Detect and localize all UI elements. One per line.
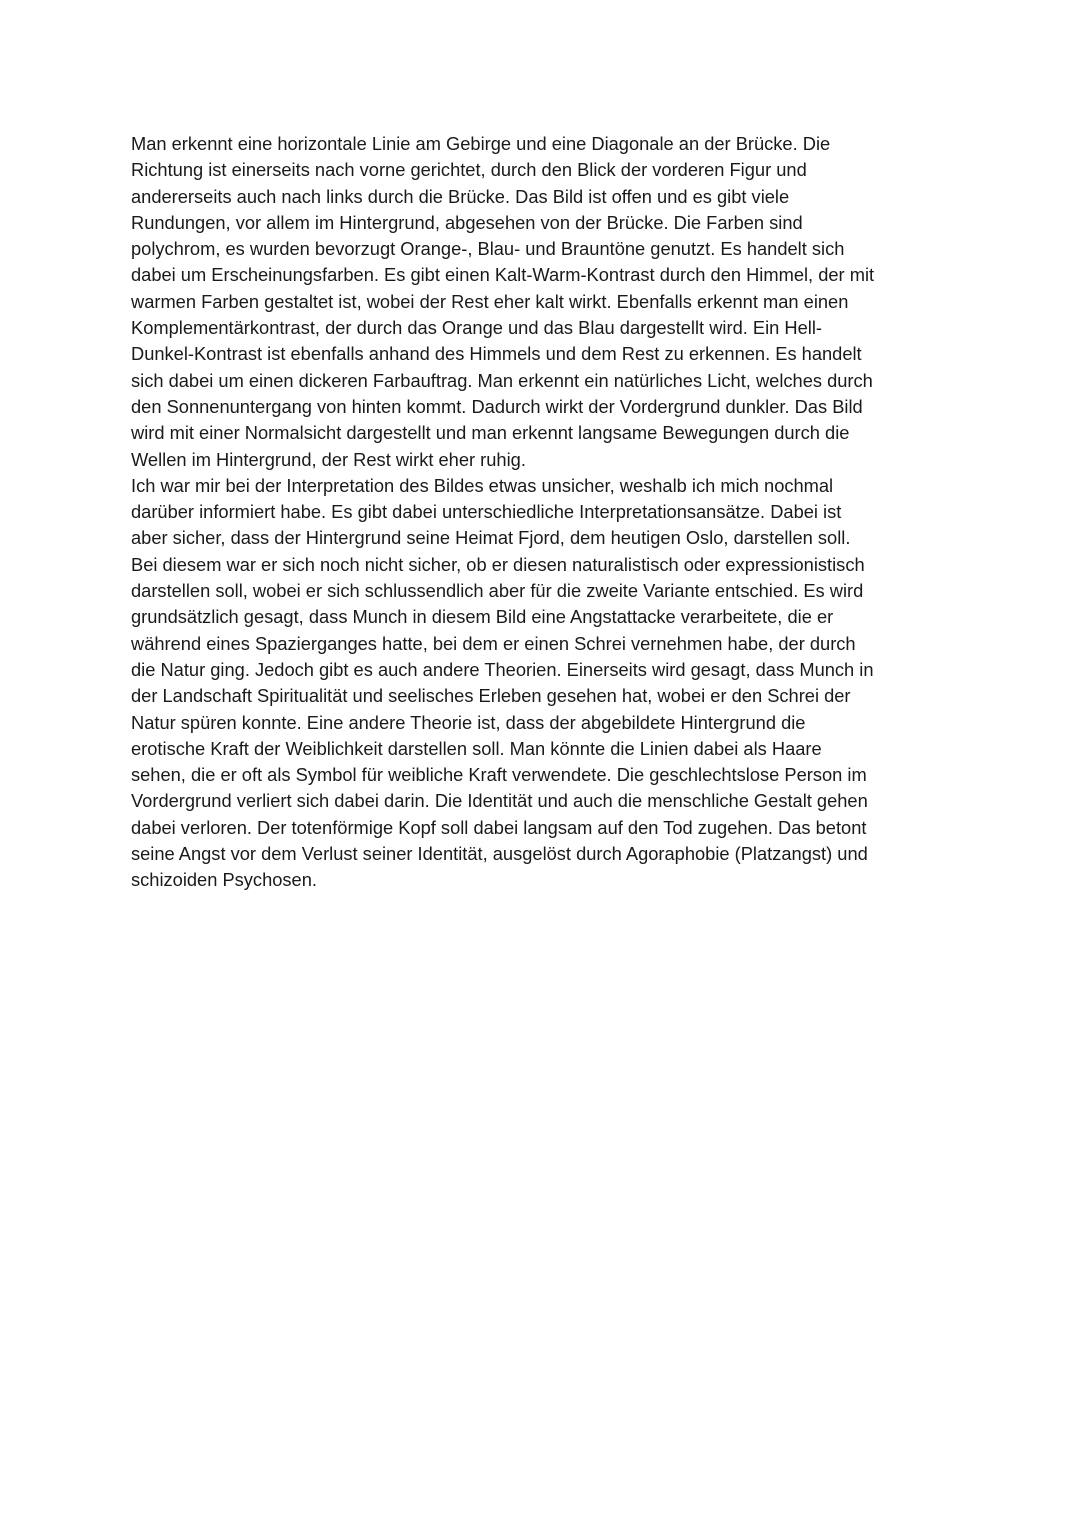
text-line: erotische Kraft der Weiblichkeit darstellen soll. Man könnte die Linien dabei als Haare <box>131 737 822 759</box>
text-line: Richtung ist einerseits nach vorne gerichtet, durch den Blick der vorderen Figur und <box>131 159 807 181</box>
text-line: Komplementärkontrast, der durch das Orange und das Blau dargestellt wird. Ein Hell- <box>131 317 822 339</box>
text-line: seine Angst vor dem Verlust seiner Identität, ausgelöst durch Agoraphobie (Platzangst) und <box>131 843 868 865</box>
text-line: die Natur ging. Jedoch gibt es auch andere Theorien. Einerseits wird gesagt, dass Munch in <box>131 658 874 680</box>
text-line: dabei um Erscheinungsfarben. Es gibt einen Kalt-Warm-Kontrast durch den Himmel, der mit <box>131 264 875 286</box>
text-line: der Landschaft Spiritualität und seelisches Erleben gesehen hat, wobei er den Schrei der <box>131 685 851 707</box>
text-line: darstellen soll, wobei er sich schlussendlich aber für die zweite Variante entschied. Es wird <box>131 580 864 602</box>
text-line: wird mit einer Normalsicht dargestellt und man erkennt langsame Bewegungen durch die <box>131 422 850 444</box>
text-line: Wellen im Hintergrund, der Rest wirkt eher ruhig. <box>131 448 526 470</box>
text-line: Ich war mir bei der Interpretation des Bildes etwas unsicher, weshalb ich mich nochmal <box>131 474 834 496</box>
text-line: schizoiden Psychosen. <box>131 869 317 891</box>
text-line: Vordergrund verliert sich dabei darin. Die Identität und auch die menschliche Gestalt gehen <box>131 790 868 812</box>
text-line: grundsätzlich gesagt, dass Munch in diesem Bild eine Angstattacke verarbeitete, die er <box>131 606 834 628</box>
text-line: Natur spüren konnte. Eine andere Theorie ist, dass der abgebildete Hintergrund die <box>131 711 806 733</box>
text-line: dabei verloren. Der totenförmige Kopf soll dabei langsam auf den Tod zugehen. Das betont <box>131 816 867 838</box>
text-line: aber sicher, dass der Hintergrund seine Heimat Fjord, dem heutigen Oslo, darstellen soll. <box>131 527 851 549</box>
text-line: sich dabei um einen dickeren Farbauftrag. Man erkennt ein natürliches Licht, welches durch <box>131 369 873 391</box>
text-line: Bei diesem war er sich noch nicht sicher, ob er diesen naturalistisch oder expressionistisch <box>131 553 865 575</box>
body-text <box>131 131 951 894</box>
text-line: warmen Farben gestaltet ist, wobei der Rest eher kalt wirkt. Ebenfalls erkennt man einen <box>131 290 849 312</box>
text-line: polychrom, es wurden bevorzugt Orange-, Blau- und Brauntöne genutzt. Es handelt sich <box>131 238 845 260</box>
text-line: den Sonnenuntergang von hinten kommt. Dadurch wirkt der Vordergrund dunkler. Das Bild <box>131 395 863 417</box>
text-line: Rundungen, vor allem im Hintergrund, abgesehen von der Brücke. Die Farben sind <box>131 211 803 233</box>
text-line: darüber informiert habe. Es gibt dabei unterschiedliche Interpretationsansätze. Dabei ist <box>131 501 842 523</box>
text-line: während eines Spazierganges hatte, bei dem er einen Schrei vernehmen habe, der durch <box>131 632 856 654</box>
text-line: sehen, die er oft als Symbol für weibliche Kraft verwendete. Die geschlechtslose Person im <box>131 764 867 786</box>
text-line: Man erkennt eine horizontale Linie am Gebirge und eine Diagonale an der Brücke. Die <box>131 133 831 154</box>
text-line: andererseits auch nach links durch die Brücke. Das Bild ist offen und es gibt viele <box>131 185 790 207</box>
text-line: Dunkel-Kontrast ist ebenfalls anhand des Himmels und dem Rest zu erkennen. Es handelt <box>131 343 862 365</box>
